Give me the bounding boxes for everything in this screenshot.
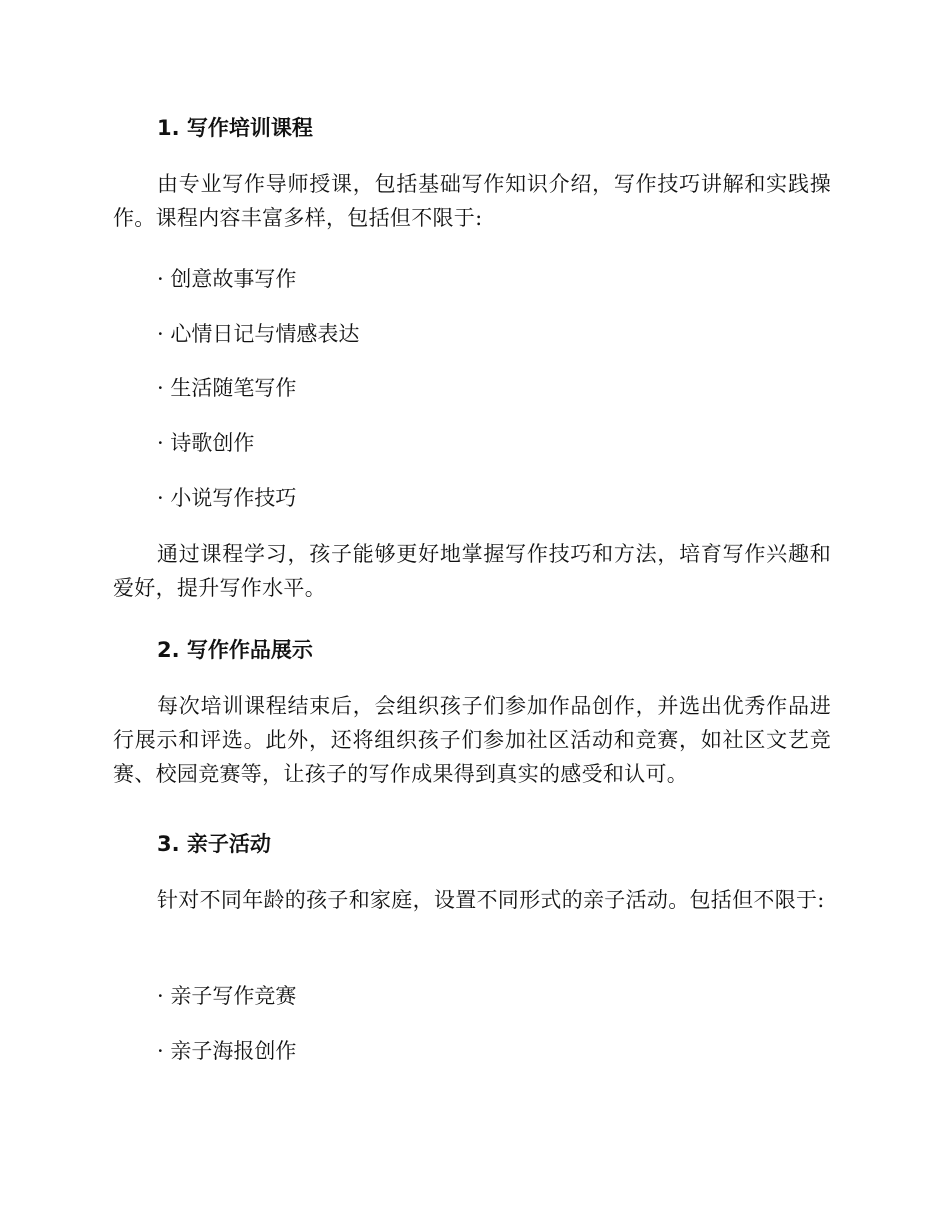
section-1-intro: 由专业写作导师授课，包括基础写作知识介绍，写作技巧讲解和实践操作。课程内容丰富多样，包括但不限于: xyxy=(113,172,831,230)
section-1-closing: 通过课程学习，孩子能够更好地掌握写作技巧和方法，培育写作兴趣和爱好，提升写作水平。 xyxy=(113,542,831,600)
list-item: · 诗歌创作 xyxy=(157,431,255,455)
list-item: · 亲子写作竞赛 xyxy=(157,984,297,1008)
section-1-heading: 1. 写作培训课程 xyxy=(157,116,313,140)
list-item: · 亲子海报创作 xyxy=(157,1039,297,1063)
section-2-heading: 2. 写作作品展示 xyxy=(157,638,313,662)
list-item: · 生活随笔写作 xyxy=(157,376,297,400)
section-3-intro: 针对不同年龄的孩子和家庭，设置不同形式的亲子活动。包括但不限于: xyxy=(157,888,825,912)
section-3-heading: 3. 亲子活动 xyxy=(157,832,271,856)
section-2-body: 每次培训课程结束后，会组织孩子们参加作品创作，并选出优秀作品进行展示和评选。此外，还将组织孩子们参加社区活动和竞赛，如社区文艺竞赛、校园竞赛等，让孩子的写作成果得到真实的感受和认可。 xyxy=(113,694,831,786)
list-item: · 小说写作技巧 xyxy=(157,486,297,510)
list-item: · 心情日记与情感表达 xyxy=(157,322,360,346)
list-item: · 创意故事写作 xyxy=(157,267,297,291)
